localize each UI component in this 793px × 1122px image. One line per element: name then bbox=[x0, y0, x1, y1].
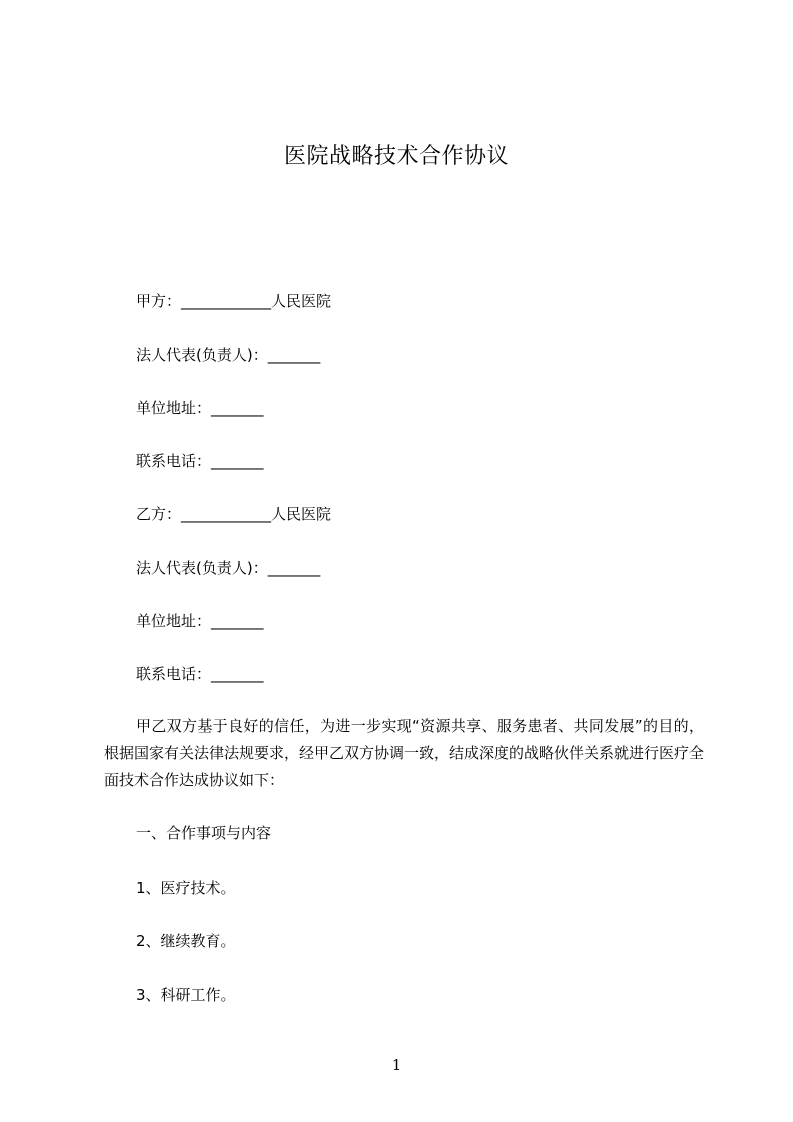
party-a-address: 单位地址：_______ bbox=[136, 399, 264, 417]
party-b-phone: 联系电话：_______ bbox=[136, 665, 264, 683]
section-1-heading: 一、合作事项与内容 bbox=[136, 824, 272, 842]
party-b-legal-representative: 法人代表(负责人)：_______ bbox=[136, 559, 321, 577]
party-a-name: 甲方：____________人民医院 bbox=[136, 292, 332, 310]
section-1-item: 3、科研工作。 bbox=[136, 986, 236, 1004]
section-1-item: 2、继续教育。 bbox=[136, 932, 236, 950]
page-number: 1 bbox=[391, 1056, 402, 1074]
preamble-paragraph: 甲乙双方基于良好的信任，为进一步实现“资源共享、服务患者、共同发展”的目的，根据国家有关法律法规要求，经甲乙双方协调一致，结成深度的战略伙伴关系就进行医疗全面技术合作达成协议如下： bbox=[104, 717, 705, 789]
party-b-name: 乙方：____________人民医院 bbox=[136, 505, 332, 523]
party-a-legal-representative: 法人代表(负责人)：_______ bbox=[136, 346, 321, 364]
section-1-item: 1、医疗技术。 bbox=[136, 879, 236, 897]
document-title: 医院战略技术合作协议 bbox=[283, 144, 509, 169]
party-a-phone: 联系电话：_______ bbox=[136, 452, 264, 470]
party-b-address: 单位地址：_______ bbox=[136, 612, 264, 630]
